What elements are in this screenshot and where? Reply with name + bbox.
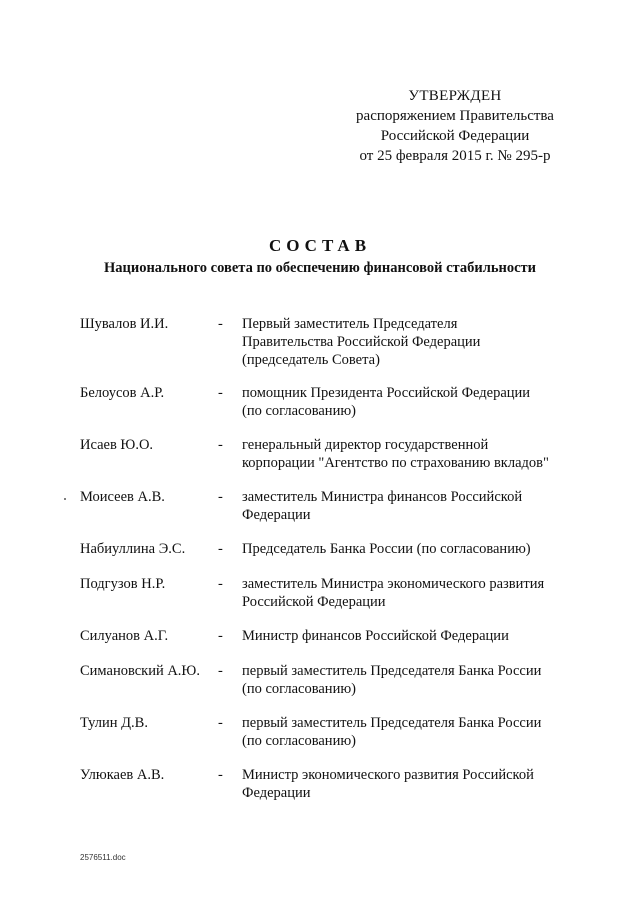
member-dash: -: [218, 663, 223, 679]
member-role: Министр экономического развития Российской Федерации: [242, 767, 534, 801]
member-name: Моисеев А.В.: [80, 489, 165, 505]
member-dash: -: [218, 437, 223, 453]
member-role: генеральный директор государственной корпорации "Агентство по страхованию вкладов": [242, 437, 549, 471]
member-name: Улюкаев А.В.: [80, 767, 165, 783]
member-dash: -: [218, 576, 223, 592]
member-dash: -: [218, 541, 223, 557]
approval-line-2: Российской Федерации: [380, 128, 530, 144]
member-role: заместитель Министра экономического развития Российской Федерации: [242, 576, 545, 610]
approval-line-1: распоряжением Правительства: [356, 108, 554, 124]
member-role: Министр финансов Российской Федерации: [242, 628, 509, 644]
footer-filename: 2576511.doc: [80, 853, 126, 862]
document-title: СОСТАВ: [268, 236, 372, 255]
member-role: помощник Президента Российской Федерации (по согласованию): [242, 385, 531, 419]
member-role: заместитель Министра финансов Российской Федерации: [242, 489, 523, 523]
member-name: Тулин Д.В.: [80, 715, 148, 731]
member-name: Набиуллина Э.С.: [80, 541, 186, 557]
member-dash: -: [218, 767, 223, 783]
member-dash: -: [218, 489, 223, 505]
member-dash: -: [218, 316, 223, 332]
member-role: первый заместитель Председателя Банка России (по согласованию): [242, 663, 542, 697]
member-role: Председатель Банка России (по согласованию): [242, 541, 531, 557]
member-name: Силуанов А.Г.: [80, 628, 169, 644]
member-role: первый заместитель Председателя Банка России (по согласованию): [242, 715, 542, 749]
member-name: Симановский А.Ю.: [80, 663, 200, 679]
approval-heading: УТВЕРЖДЕН: [408, 88, 502, 104]
member-name: Белоусов А.Р.: [80, 385, 165, 401]
member-name: Исаев Ю.О.: [80, 437, 154, 453]
approval-block: [345, 86, 565, 166]
member-dash: -: [218, 715, 223, 731]
member-name: Шувалов И.И.: [80, 316, 169, 332]
approval-line-3: от 25 февраля 2015 г. № 295-р: [359, 148, 551, 164]
document-subtitle: Национального совета по обеспечению финансовой стабильности: [103, 260, 537, 276]
member-dash: -: [218, 628, 223, 644]
member-name: Подгузов Н.Р.: [80, 576, 166, 592]
member-dash: -: [218, 385, 223, 401]
scan-speck: [64, 498, 66, 500]
member-role: Первый заместитель Председателя Правительства Российской Федерации (председатель Совета): [242, 316, 481, 368]
